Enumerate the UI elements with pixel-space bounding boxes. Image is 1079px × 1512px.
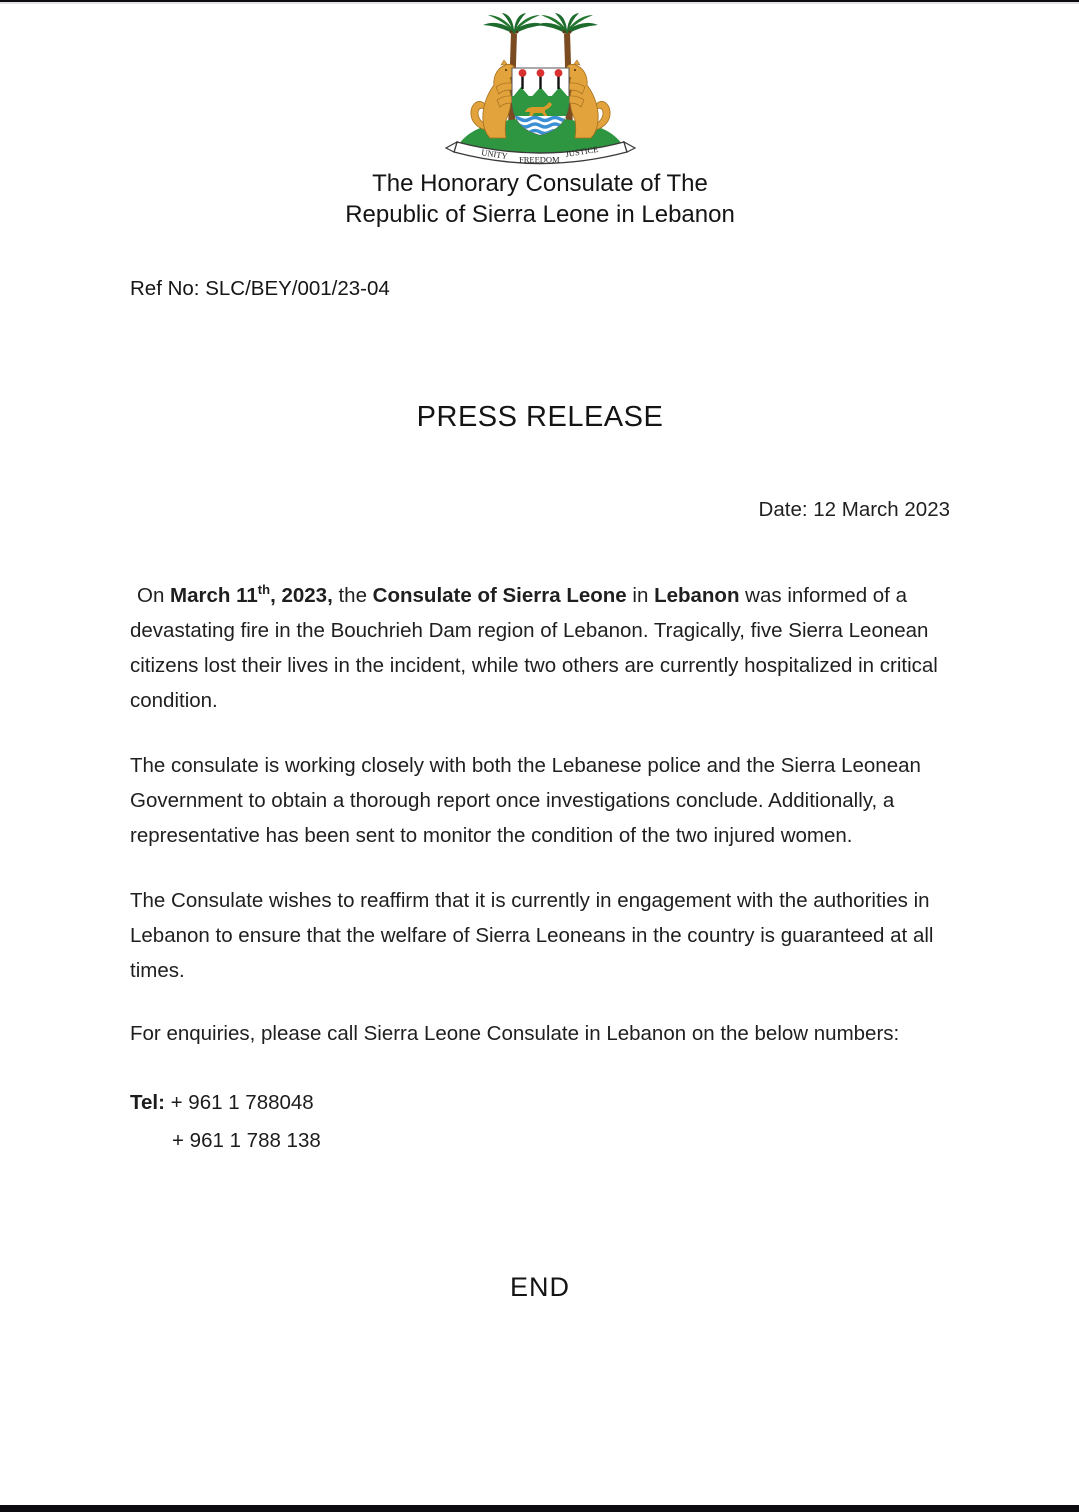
p1-date-year: , 2023, — [270, 584, 333, 607]
p1-seg3: in — [626, 584, 655, 607]
emblem-wrap — [130, 12, 950, 172]
p1-bold-lebanon: Lebanon — [654, 584, 740, 607]
motto-unity: UNITY — [480, 147, 508, 162]
tel-block — [130, 1084, 950, 1160]
enquiries-line: For enquiries, please call Sierra Leone Consulate in Lebanon on the below numbers: — [130, 1022, 900, 1045]
date-line: Date: 12 March 2023 — [758, 498, 950, 521]
p1-seg1: On — [137, 584, 171, 607]
paragraph-incident — [130, 578, 950, 718]
p1-bold-date — [170, 584, 333, 607]
org-title — [130, 168, 950, 230]
p1-date-ordinal: th — [257, 582, 271, 598]
tel-number-1: + 961 1 788048 — [164, 1091, 314, 1114]
end-marker: END — [509, 1272, 570, 1302]
org-title-line1: The Honorary Consulate of The — [372, 170, 708, 197]
p1-date-main: March 11 — [170, 584, 258, 607]
ref-number: Ref No: SLC/BEY/001/23-04 — [130, 277, 390, 300]
tel-number-2: + 961 1 788 138 — [172, 1129, 321, 1152]
sierra-leone-coat-of-arms-icon — [433, 12, 648, 167]
p1-seg4: was informed of a devastating fire in the Bouchrieh Dam region of Lebanon. Tragically, five Sierra Leonean citizens lost their lives in the incident, while two others are currently hospitalized in critical condition. — [130, 584, 938, 712]
paragraph-reaffirm: The Consulate wishes to reaffirm that it is currently in engagement with the authorities in Lebanon to ensure that the welfare of Sierra Leoneans in the country is guaranteed at all times. — [130, 889, 934, 982]
document-title: PRESS RELEASE — [416, 401, 664, 433]
tel-line-1 — [130, 1084, 950, 1122]
scan-edge-top — [0, 0, 1079, 4]
scan-edge-bottom — [0, 1505, 1079, 1512]
p1-seg2: the — [332, 584, 373, 607]
tel-label: Tel: — [130, 1091, 165, 1114]
org-title-line2: Republic of Sierra Leone in Lebanon — [345, 201, 735, 228]
tel-line-2 — [130, 1122, 950, 1160]
motto-freedom: FREEDOM — [518, 154, 560, 165]
motto-justice: JUSTICE — [564, 143, 599, 159]
paragraph-investigation: The consulate is working closely with both the Lebanese police and the Sierra Leonean Government to obtain a thorough report once investigations conclude. Additionally, a representative has been sent to monitor the condition of the two injured women. — [130, 754, 921, 847]
p1-bold-consulate: Consulate of Sierra Leone — [372, 584, 627, 607]
